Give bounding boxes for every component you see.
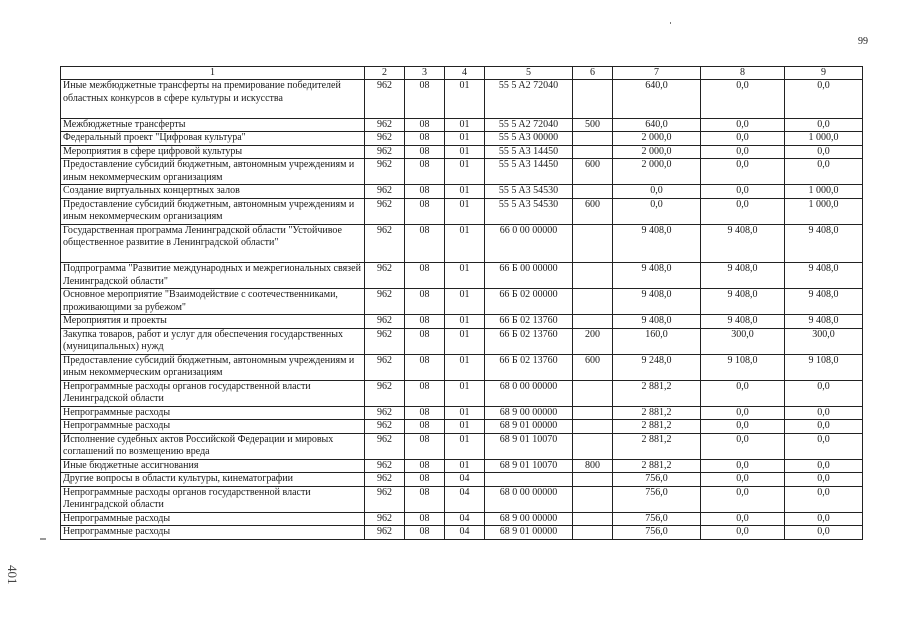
cell-amount-year-2: 0,0 [701, 185, 785, 199]
cell-subsection: 04 [445, 512, 485, 526]
cell-ministry-code: 962 [365, 289, 405, 315]
table-row [61, 159, 863, 185]
cell-name: Создание виртуальных концертных залов [61, 185, 365, 199]
cell-expense-type [573, 420, 613, 434]
cell-target-article: 68 9 01 10070 [485, 459, 573, 473]
cell-amount-year-2: 0,0 [701, 512, 785, 526]
cell-amount-year-3: 0,0 [785, 145, 863, 159]
cell-amount-year-1: 756,0 [613, 473, 701, 487]
cell-expense-type: 600 [573, 159, 613, 185]
page-number: 99 [858, 36, 868, 47]
cell-expense-type [573, 526, 613, 540]
cell-amount-year-3: 0,0 [785, 512, 863, 526]
cell-expense-type [573, 145, 613, 159]
cell-name: Межбюджетные трансферты [61, 118, 365, 132]
cell-amount-year-1: 640,0 [613, 80, 701, 119]
cell-name: Непрограммные расходы [61, 512, 365, 526]
cell-ministry-code: 962 [365, 486, 405, 512]
cell-ministry-code: 962 [365, 315, 405, 329]
table-row [61, 380, 863, 406]
cell-amount-year-3: 0,0 [785, 406, 863, 420]
cell-ministry-code: 962 [365, 132, 405, 146]
cell-amount-year-1: 2 881,2 [613, 459, 701, 473]
cell-subsection: 01 [445, 132, 485, 146]
cell-expense-type [573, 224, 613, 263]
table-row [61, 80, 863, 119]
cell-section: 08 [405, 473, 445, 487]
cell-expense-type: 200 [573, 328, 613, 354]
cell-section: 08 [405, 198, 445, 224]
cell-amount-year-3: 1 000,0 [785, 185, 863, 199]
cell-ministry-code: 962 [365, 159, 405, 185]
table-row [61, 315, 863, 329]
cell-section: 08 [405, 315, 445, 329]
cell-amount-year-1: 756,0 [613, 512, 701, 526]
cell-name: Предоставление субсидий бюджетным, автономным учреждениям и иным некоммерческим организациям [61, 159, 365, 185]
cell-subsection: 01 [445, 159, 485, 185]
cell-subsection: 01 [445, 406, 485, 420]
cell-expense-type [573, 486, 613, 512]
cell-target-article: 68 0 00 00000 [485, 486, 573, 512]
cell-ministry-code: 962 [365, 263, 405, 289]
table-row [61, 263, 863, 289]
cell-ministry-code: 962 [365, 80, 405, 119]
cell-section: 08 [405, 289, 445, 315]
cell-amount-year-2: 9 408,0 [701, 315, 785, 329]
cell-amount-year-3: 0,0 [785, 420, 863, 434]
cell-target-article: 55 5 A3 54530 [485, 198, 573, 224]
cell-section: 08 [405, 526, 445, 540]
cell-ministry-code: 962 [365, 118, 405, 132]
cell-target-article: 55 5 A3 14450 [485, 159, 573, 185]
cell-name: Непрограммные расходы [61, 420, 365, 434]
cell-amount-year-1: 9 408,0 [613, 289, 701, 315]
cell-amount-year-2: 0,0 [701, 380, 785, 406]
table-row [61, 459, 863, 473]
cell-section: 08 [405, 132, 445, 146]
table-row [61, 224, 863, 263]
cell-subsection: 01 [445, 433, 485, 459]
cell-amount-year-2: 9 408,0 [701, 224, 785, 263]
cell-target-article: 55 5 A3 14450 [485, 145, 573, 159]
table-row [61, 473, 863, 487]
cell-section: 08 [405, 512, 445, 526]
cell-expense-type [573, 132, 613, 146]
table-row [61, 433, 863, 459]
cell-name: Подпрограмма "Развитие международных и межрегиональных связей Ленинградской области" [61, 263, 365, 289]
cell-amount-year-1: 756,0 [613, 486, 701, 512]
margin-page-stamp: 401 [5, 565, 20, 585]
column-header: 3 [405, 67, 445, 80]
cell-amount-year-2: 0,0 [701, 473, 785, 487]
cell-target-article: 55 5 A3 00000 [485, 132, 573, 146]
cell-amount-year-2: 0,0 [701, 459, 785, 473]
cell-target-article: 66 0 00 00000 [485, 224, 573, 263]
cell-amount-year-1: 9 408,0 [613, 263, 701, 289]
cell-amount-year-3: 1 000,0 [785, 198, 863, 224]
table-row [61, 145, 863, 159]
cell-target-article: 66 Б 02 13760 [485, 328, 573, 354]
budget-table [60, 66, 863, 540]
table-row [61, 512, 863, 526]
cell-target-article: 66 Б 02 00000 [485, 289, 573, 315]
column-header: 7 [613, 67, 701, 80]
cell-amount-year-3: 0,0 [785, 486, 863, 512]
cell-subsection: 01 [445, 80, 485, 119]
table-row [61, 198, 863, 224]
cell-amount-year-3: 0,0 [785, 380, 863, 406]
cell-amount-year-3: 0,0 [785, 433, 863, 459]
cell-name: Государственная программа Ленинградской области "Устойчивое общественное развитие в Ленинградской области" [61, 224, 365, 263]
cell-ministry-code: 962 [365, 459, 405, 473]
cell-expense-type [573, 289, 613, 315]
cell-amount-year-1: 9 408,0 [613, 315, 701, 329]
cell-expense-type: 600 [573, 198, 613, 224]
cell-amount-year-1: 160,0 [613, 328, 701, 354]
table-row [61, 132, 863, 146]
cell-subsection: 04 [445, 526, 485, 540]
cell-target-article: 66 Б 02 13760 [485, 315, 573, 329]
cell-name: Иные межбюджетные трансферты на премирование победителей областных конкурсов в сфере культуры и искусства [61, 80, 365, 119]
cell-expense-type: 500 [573, 118, 613, 132]
cell-section: 08 [405, 354, 445, 380]
cell-subsection: 04 [445, 486, 485, 512]
cell-amount-year-2: 9 408,0 [701, 289, 785, 315]
cell-target-article: 55 5 A3 54530 [485, 185, 573, 199]
cell-name: Исполнение судебных актов Российской Федерации и мировых соглашений по возмещению вреда [61, 433, 365, 459]
cell-amount-year-3: 0,0 [785, 526, 863, 540]
cell-target-article: 68 9 00 00000 [485, 406, 573, 420]
cell-subsection: 01 [445, 289, 485, 315]
column-header: 2 [365, 67, 405, 80]
table-row [61, 185, 863, 199]
cell-name: Федеральный проект "Цифровая культура" [61, 132, 365, 146]
cell-section: 08 [405, 80, 445, 119]
cell-amount-year-3: 9 408,0 [785, 315, 863, 329]
cell-section: 08 [405, 380, 445, 406]
cell-target-article: 68 9 01 00000 [485, 420, 573, 434]
cell-amount-year-2: 0,0 [701, 406, 785, 420]
cell-amount-year-3: 0,0 [785, 118, 863, 132]
cell-name: Мероприятия в сфере цифровой культуры [61, 145, 365, 159]
cell-ministry-code: 962 [365, 473, 405, 487]
cell-amount-year-1: 2 881,2 [613, 420, 701, 434]
cell-expense-type: 800 [573, 459, 613, 473]
cell-amount-year-3: 0,0 [785, 459, 863, 473]
table-row [61, 486, 863, 512]
cell-expense-type: 600 [573, 354, 613, 380]
cell-name: Предоставление субсидий бюджетным, автономным учреждениям и иным некоммерческим организациям [61, 354, 365, 380]
cell-amount-year-2: 0,0 [701, 526, 785, 540]
cell-subsection: 01 [445, 459, 485, 473]
cell-amount-year-2: 0,0 [701, 486, 785, 512]
cell-section: 08 [405, 420, 445, 434]
cell-expense-type [573, 185, 613, 199]
cell-target-article: 66 Б 00 00000 [485, 263, 573, 289]
cell-subsection: 01 [445, 263, 485, 289]
cell-target-article: 68 9 01 00000 [485, 526, 573, 540]
table-row [61, 289, 863, 315]
cell-section: 08 [405, 263, 445, 289]
cell-ministry-code: 962 [365, 433, 405, 459]
cell-expense-type [573, 512, 613, 526]
cell-amount-year-3: 9 108,0 [785, 354, 863, 380]
cell-amount-year-3: 9 408,0 [785, 263, 863, 289]
cell-subsection: 01 [445, 145, 485, 159]
cell-target-article [485, 473, 573, 487]
cell-section: 08 [405, 118, 445, 132]
table-row [61, 354, 863, 380]
cell-name: Непрограммные расходы органов государственной власти Ленинградской области [61, 380, 365, 406]
cell-amount-year-3: 300,0 [785, 328, 863, 354]
cell-expense-type [573, 263, 613, 289]
column-header: 6 [573, 67, 613, 80]
cell-ministry-code: 962 [365, 224, 405, 263]
cell-expense-type [573, 380, 613, 406]
table-row [61, 406, 863, 420]
cell-amount-year-1: 640,0 [613, 118, 701, 132]
cell-amount-year-2: 0,0 [701, 132, 785, 146]
column-header: 5 [485, 67, 573, 80]
column-header: 8 [701, 67, 785, 80]
cell-section: 08 [405, 328, 445, 354]
cell-ministry-code: 962 [365, 512, 405, 526]
cell-ministry-code: 962 [365, 380, 405, 406]
column-header: 4 [445, 67, 485, 80]
cell-amount-year-1: 2 000,0 [613, 145, 701, 159]
cell-subsection: 01 [445, 198, 485, 224]
table-body [61, 80, 863, 540]
cell-amount-year-3: 1 000,0 [785, 132, 863, 146]
table-header-row [61, 67, 863, 80]
cell-target-article: 55 5 A2 72040 [485, 118, 573, 132]
column-header: 1 [61, 67, 365, 80]
cell-amount-year-2: 300,0 [701, 328, 785, 354]
table-row [61, 328, 863, 354]
cell-amount-year-2: 9 408,0 [701, 263, 785, 289]
cell-expense-type [573, 433, 613, 459]
cell-section: 08 [405, 145, 445, 159]
cell-expense-type [573, 80, 613, 119]
cell-amount-year-1: 9 248,0 [613, 354, 701, 380]
cell-target-article: 68 0 00 00000 [485, 380, 573, 406]
cell-amount-year-2: 0,0 [701, 198, 785, 224]
cell-section: 08 [405, 185, 445, 199]
cell-subsection: 01 [445, 420, 485, 434]
cell-ministry-code: 962 [365, 185, 405, 199]
cell-target-article: 68 9 01 10070 [485, 433, 573, 459]
cell-ministry-code: 962 [365, 198, 405, 224]
cell-ministry-code: 962 [365, 328, 405, 354]
cell-name: Непрограммные расходы [61, 406, 365, 420]
table-row [61, 118, 863, 132]
table-row [61, 526, 863, 540]
cell-ministry-code: 962 [365, 354, 405, 380]
cell-amount-year-1: 0,0 [613, 185, 701, 199]
cell-amount-year-1: 2 881,2 [613, 433, 701, 459]
cell-amount-year-1: 2 881,2 [613, 406, 701, 420]
cell-amount-year-2: 0,0 [701, 433, 785, 459]
cell-name: Предоставление субсидий бюджетным, автономным учреждениям и иным некоммерческим организациям [61, 198, 365, 224]
cell-section: 08 [405, 224, 445, 263]
cell-expense-type [573, 406, 613, 420]
cell-ministry-code: 962 [365, 526, 405, 540]
cell-ministry-code: 962 [365, 406, 405, 420]
cell-section: 08 [405, 486, 445, 512]
cell-subsection: 01 [445, 315, 485, 329]
cell-expense-type [573, 473, 613, 487]
cell-name: Другие вопросы в области культуры, кинематографии [61, 473, 365, 487]
cell-amount-year-2: 0,0 [701, 159, 785, 185]
cell-amount-year-1: 2 000,0 [613, 159, 701, 185]
cell-amount-year-3: 0,0 [785, 80, 863, 119]
cell-amount-year-3: 9 408,0 [785, 289, 863, 315]
cell-amount-year-1: 9 408,0 [613, 224, 701, 263]
cell-subsection: 04 [445, 473, 485, 487]
scan-tick-mark [670, 22, 671, 24]
cell-section: 08 [405, 433, 445, 459]
cell-expense-type [573, 315, 613, 329]
cell-name: Непрограммные расходы [61, 526, 365, 540]
cell-amount-year-2: 0,0 [701, 118, 785, 132]
cell-amount-year-1: 2 000,0 [613, 132, 701, 146]
cell-name: Непрограммные расходы органов государственной власти Ленинградской области [61, 486, 365, 512]
cell-name: Иные бюджетные ассигнования [61, 459, 365, 473]
cell-amount-year-1: 756,0 [613, 526, 701, 540]
cell-amount-year-2: 0,0 [701, 80, 785, 119]
cell-amount-year-3: 9 408,0 [785, 224, 863, 263]
cell-name: Основное мероприятие "Взаимодействие с соотечественниками, проживающими за рубежом" [61, 289, 365, 315]
cell-target-article: 55 5 A2 72040 [485, 80, 573, 119]
cell-subsection: 01 [445, 118, 485, 132]
column-header: 9 [785, 67, 863, 80]
cell-subsection: 01 [445, 224, 485, 263]
cell-section: 08 [405, 459, 445, 473]
cell-amount-year-2: 0,0 [701, 420, 785, 434]
margin-dash [40, 538, 46, 540]
cell-subsection: 01 [445, 328, 485, 354]
cell-amount-year-3: 0,0 [785, 473, 863, 487]
cell-target-article: 68 9 00 00000 [485, 512, 573, 526]
cell-amount-year-1: 2 881,2 [613, 380, 701, 406]
cell-amount-year-1: 0,0 [613, 198, 701, 224]
cell-name: Закупка товаров, работ и услуг для обеспечения государственных (муниципальных) нужд [61, 328, 365, 354]
cell-amount-year-2: 9 108,0 [701, 354, 785, 380]
cell-subsection: 01 [445, 185, 485, 199]
cell-ministry-code: 962 [365, 420, 405, 434]
cell-amount-year-2: 0,0 [701, 145, 785, 159]
cell-section: 08 [405, 159, 445, 185]
cell-subsection: 01 [445, 354, 485, 380]
cell-section: 08 [405, 406, 445, 420]
cell-target-article: 66 Б 02 13760 [485, 354, 573, 380]
table-row [61, 420, 863, 434]
cell-amount-year-3: 0,0 [785, 159, 863, 185]
cell-ministry-code: 962 [365, 145, 405, 159]
cell-subsection: 01 [445, 380, 485, 406]
cell-name: Мероприятия и проекты [61, 315, 365, 329]
